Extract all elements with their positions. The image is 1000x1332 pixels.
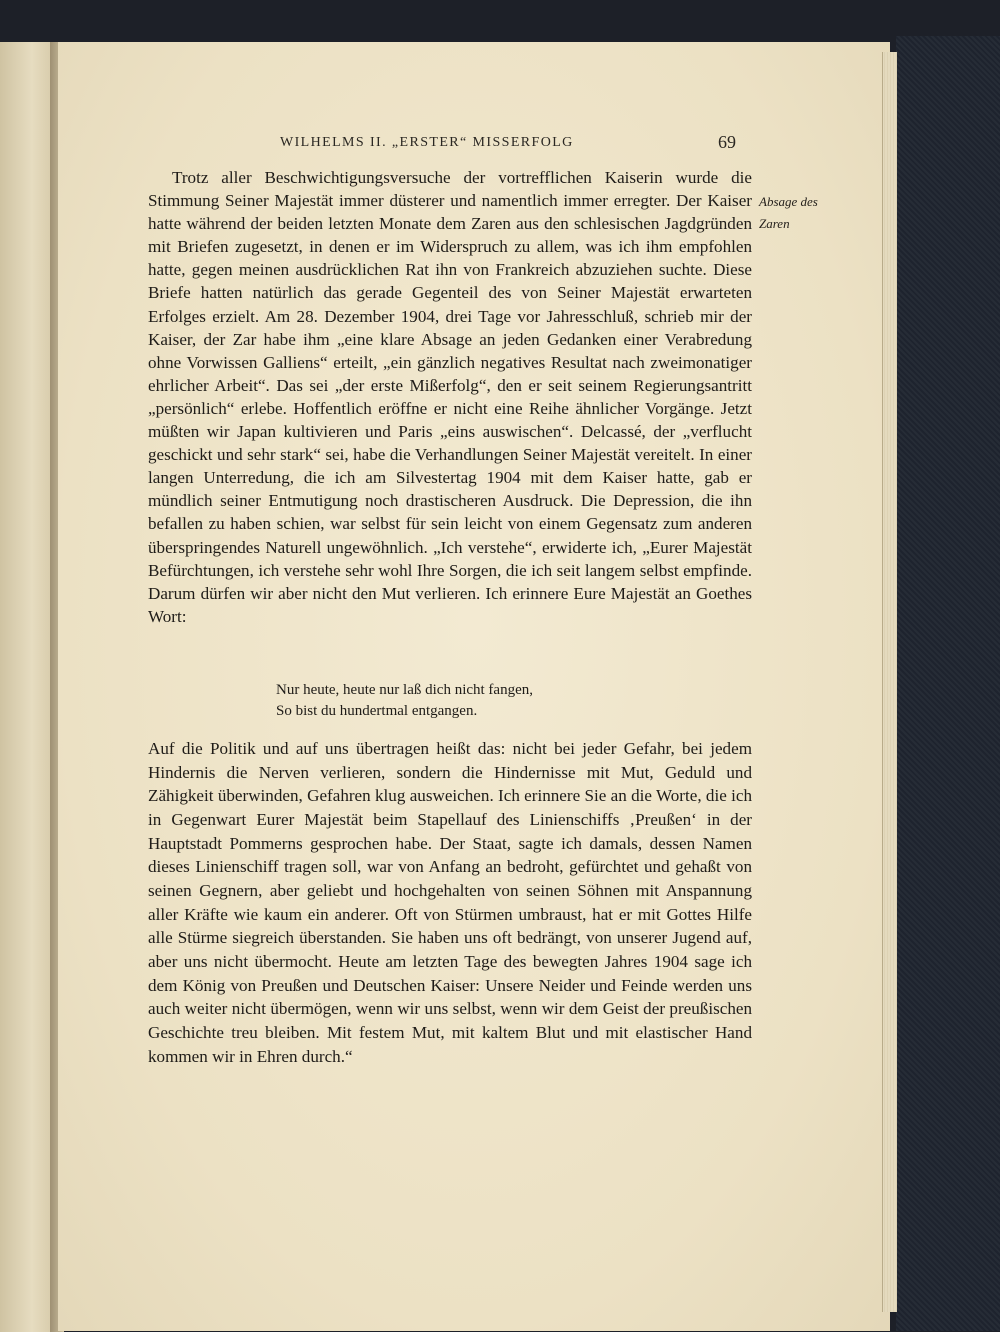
page-edges bbox=[882, 52, 897, 1312]
running-header bbox=[280, 132, 736, 156]
quote-line-1: Nur heute, heute nur laß dich nicht fangen, bbox=[276, 682, 533, 698]
margin-note bbox=[759, 191, 859, 235]
goethe-quote bbox=[276, 680, 676, 722]
quote-line-2: So bist du hundertmal entgangen. bbox=[276, 703, 478, 719]
paragraph-1: Trotz aller Beschwichtigungsversuche der vortrefflichen Kaiserin wurde die Stimmung Seiner Majestät immer düsterer und namentlich immer erregter. Der Kaiser hatte während der beiden letzten Monate dem Zaren aus den schlesischen Jagdgründen mit Briefen zugesetzt, in denen er im Widerspruch zu allem, was ich ihm empfohlen hatte, gegen meinen ausdrücklichen Rat ihn von Frankreich abzuziehen suchte. Diese Briefe hatten natürlich das gerade Gegenteil des von Seiner Majestät erwarteten Erfolges erzielt. Am 28. Dezember 1904, drei Tage vor Jahresschluß, schrieb mir der Kaiser, der Zar habe ihm „eine klare Absage an jeden Gedanken einer Verabredung ohne Vorwissen Galliens“ erteilt, „ein gänzlich negatives Resultat nach zweimonatiger ehrlicher Arbeit“. Das sei „der erste Mißerfolg“, den er seit seinem Regierungsantritt „persönlich“ erlebe. Hoffentlich eröffne er nicht eine Reihe ähnlicher Vorgänge. Jetzt müßten wir Japan kultivieren und Paris „eins auswischen“. Delcassé, der „verflucht geschickt und sehr stark“ sei, habe die Verhandlungen Seiner Majestät vereitelt. In einer langen Unterredung, die ich am Silvestertag 1904 mit dem Kaiser hatte, gab er mündlich seiner Entmutigung noch drastischeren Ausdruck. Die Depression, die ihn befallen zu haben schien, war selbst für sein leicht von einem Gegensatz zum anderen überspringendes Naturell ungewöhnlich. „Ich verstehe“, erwiderte ich, „Eurer Majestät Befürchtungen, ich verstehe sehr wohl Ihre Sorgen, die ich seit langem selbst empfinde. Darum dürfen wir aber nicht den Mut verlieren. Ich erinnere Eure Majestät an Goethes Wort: bbox=[148, 168, 752, 626]
page-number: 69 bbox=[718, 132, 736, 152]
paragraph-2: Auf die Politik und auf uns übertragen heißt das: nicht bei jeder Gefahr, bei jedem Hindernis die Nerven verlieren, sondern die Hindernisse mit Mut, Geduld und Zähigkeit überwinden, Gefahren klug ausweichen. Ich erinnere Sie an die Worte, die ich in Gegenwart Eurer Majestät beim Stapellauf des Linienschiffs ‚Preußen‘ in der Hauptstadt Pommerns gesprochen habe. Der Staat, sagte ich damals, dessen Namen dieses Linienschiff tragen soll, war von Anfang an bedroht, gefürchtet und gehaßt von seinen Gegnern, aber geliebt und hochgehalten von seinen Söhnen mit Anspannung aller Kräfte wie kaum ein anderer. Oft von Stürmen umbraust, hat er mit Gottes Hilfe alle Stürme siegreich überstanden. Sie haben uns oft bedrängt, von unserer Jugend auf, aber uns nicht übermocht. Heute am letzten Tage des bewegten Jahres 1904 sage ich dem König von Preußen und Deutschen Kaiser: Unsere Neider und Feinde werden uns auch weiter nicht übermögen, wenn wir uns selbst, wenn wir dem Geist der preußischen Geschichte treu bleiben. Mit festem Mut, mit kaltem Blut und mit elastischer Hand kommen wir in Ehren durch.“ bbox=[148, 739, 752, 1066]
book-cover bbox=[896, 36, 1000, 1331]
running-title: WILHELMS II. „ERSTER“ MISSERFOLG bbox=[280, 135, 574, 150]
margin-note-line-2: Zaren bbox=[759, 216, 790, 231]
margin-note-line-1: Absage des bbox=[759, 194, 818, 209]
